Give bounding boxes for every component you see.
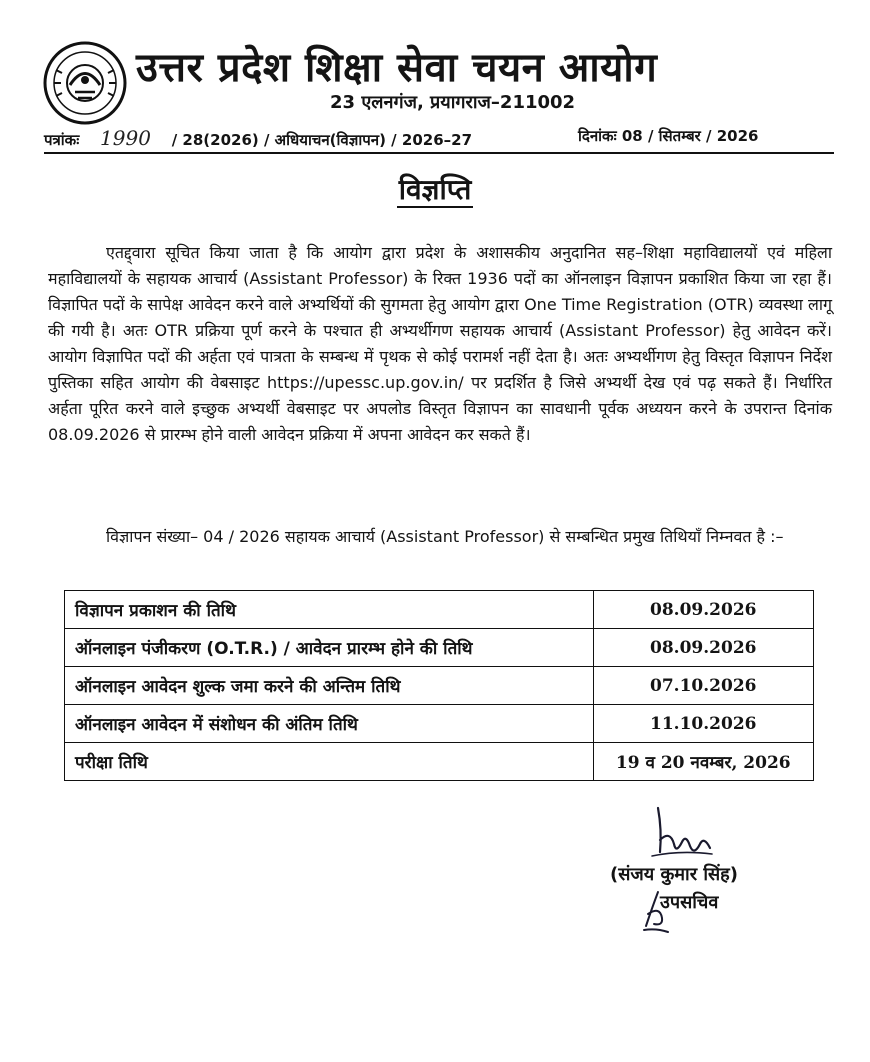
date-cell: 07.10.2026 xyxy=(593,667,813,705)
handwritten-signature-icon xyxy=(640,800,720,870)
reference-label: पत्रांकः xyxy=(44,131,80,149)
notice-title-text: विज्ञप्ति xyxy=(398,173,472,206)
date-cell: 08.09.2026 xyxy=(593,591,813,629)
table-row xyxy=(65,667,814,705)
reference-number: 1990 xyxy=(100,126,151,150)
important-dates-table xyxy=(64,590,814,781)
reference-line xyxy=(44,126,834,150)
date-value: 08 / सितम्बर / 2026 xyxy=(621,127,759,145)
event-cell: ऑनलाइन आवेदन शुल्क जमा करने की अन्तिम तिथि xyxy=(65,667,594,705)
notice-paragraph-2: विज्ञापन संख्या– 04 / 2026 सहायक आचार्य (Assistant Professor) से सम्बन्धित प्रमुख तिथियाँ निम्नवत है :– xyxy=(106,527,784,546)
date-label: दिनांकः xyxy=(578,127,617,145)
table-row xyxy=(65,591,814,629)
date-cell: 08.09.2026 xyxy=(593,629,813,667)
table-row xyxy=(65,629,814,667)
uttar-pradesh-emblem-icon xyxy=(42,40,128,126)
event-cell: ऑनलाइन पंजीकरण (O.T.R.) / आवेदन प्रारम्भ होने की तिथि xyxy=(65,629,594,667)
organization-name: उत्तर प्रदेश शिक्षा सेवा चयन आयोग xyxy=(136,45,658,91)
notice-paragraph-1: एतद्द्वारा सूचित किया जाता है कि आयोग द्वारा प्रदेश के अशासकीय अनुदानित सह–शिक्षा महाविद्यालयों एवं महिला महाविद्यालयों के सहायक आचार्य (Assistant Professor) के रिक्त 1936 पदों का ऑनलाइन विज्ञापन प्रकाशित किया जा रहा हैं। विज्ञापित पदों के सापेक्ष आवेदन करने वाले अभ्यर्थियों की सुगमता हेतु आयोग द्वारा One Time Registration (OTR) व्यवस्था लागू की गयी है। अतः OTR प्रक्रिया पूर्ण करने के पश्चात ही अभ्यर्थीगण सहायक आचार्य (Assistant Professor) हेतु आवेदन करें। आयोग विज्ञापित पदों की अर्हता एवं पात्रता के सम्बन्ध में पृथक से कोई परामर्श नहीं देता है। अतः अभ्यर्थीगण हेतु विस्तृत विज्ञापन निर्देश पुस्तिका सहित आयोग की वेबसाइट https://upessc.up.gov.in/ पर प्रदर्शित है जिसे अभ्यर्थी देख एवं पढ़ सकते हैं। निर्धारित अर्हता पूरित करने वाले इच्छुक अभ्यर्थी वेबसाइट पर अपलोड विस्तृत विज्ञापन का सावधानी पूर्वक अध्ययन करने के उपरान्त दिनांक 08.09.2026 से प्रारम्भ होने वाली आवेदन प्रक्रिया में अपना आवेदन कर सकते हैं। xyxy=(48,243,832,444)
signatory-designation: उपसचिव xyxy=(660,892,719,913)
notice-title xyxy=(0,170,870,208)
header-divider xyxy=(44,152,834,154)
date-cell: 11.10.2026 xyxy=(593,705,813,743)
table-row xyxy=(65,705,814,743)
organization-address: 23 एलनगंज, प्रयागराज–211002 xyxy=(330,92,576,113)
issue-date xyxy=(578,126,758,146)
event-cell: ऑनलाइन आवेदन में संशोधन की अंतिम तिथि xyxy=(65,705,594,743)
reference-suffix: / 28(2026) / अधियाचन(विज्ञापन) / 2026–27 xyxy=(171,131,473,149)
event-cell: परीक्षा तिथि xyxy=(65,743,594,781)
event-cell: विज्ञापन प्रकाशन की तिथि xyxy=(65,591,594,629)
signatory-name: (संजय कुमार सिंह) xyxy=(610,864,738,885)
date-cell: 19 व 20 नवम्बर, 2026 xyxy=(593,743,813,781)
table-row xyxy=(65,743,814,781)
